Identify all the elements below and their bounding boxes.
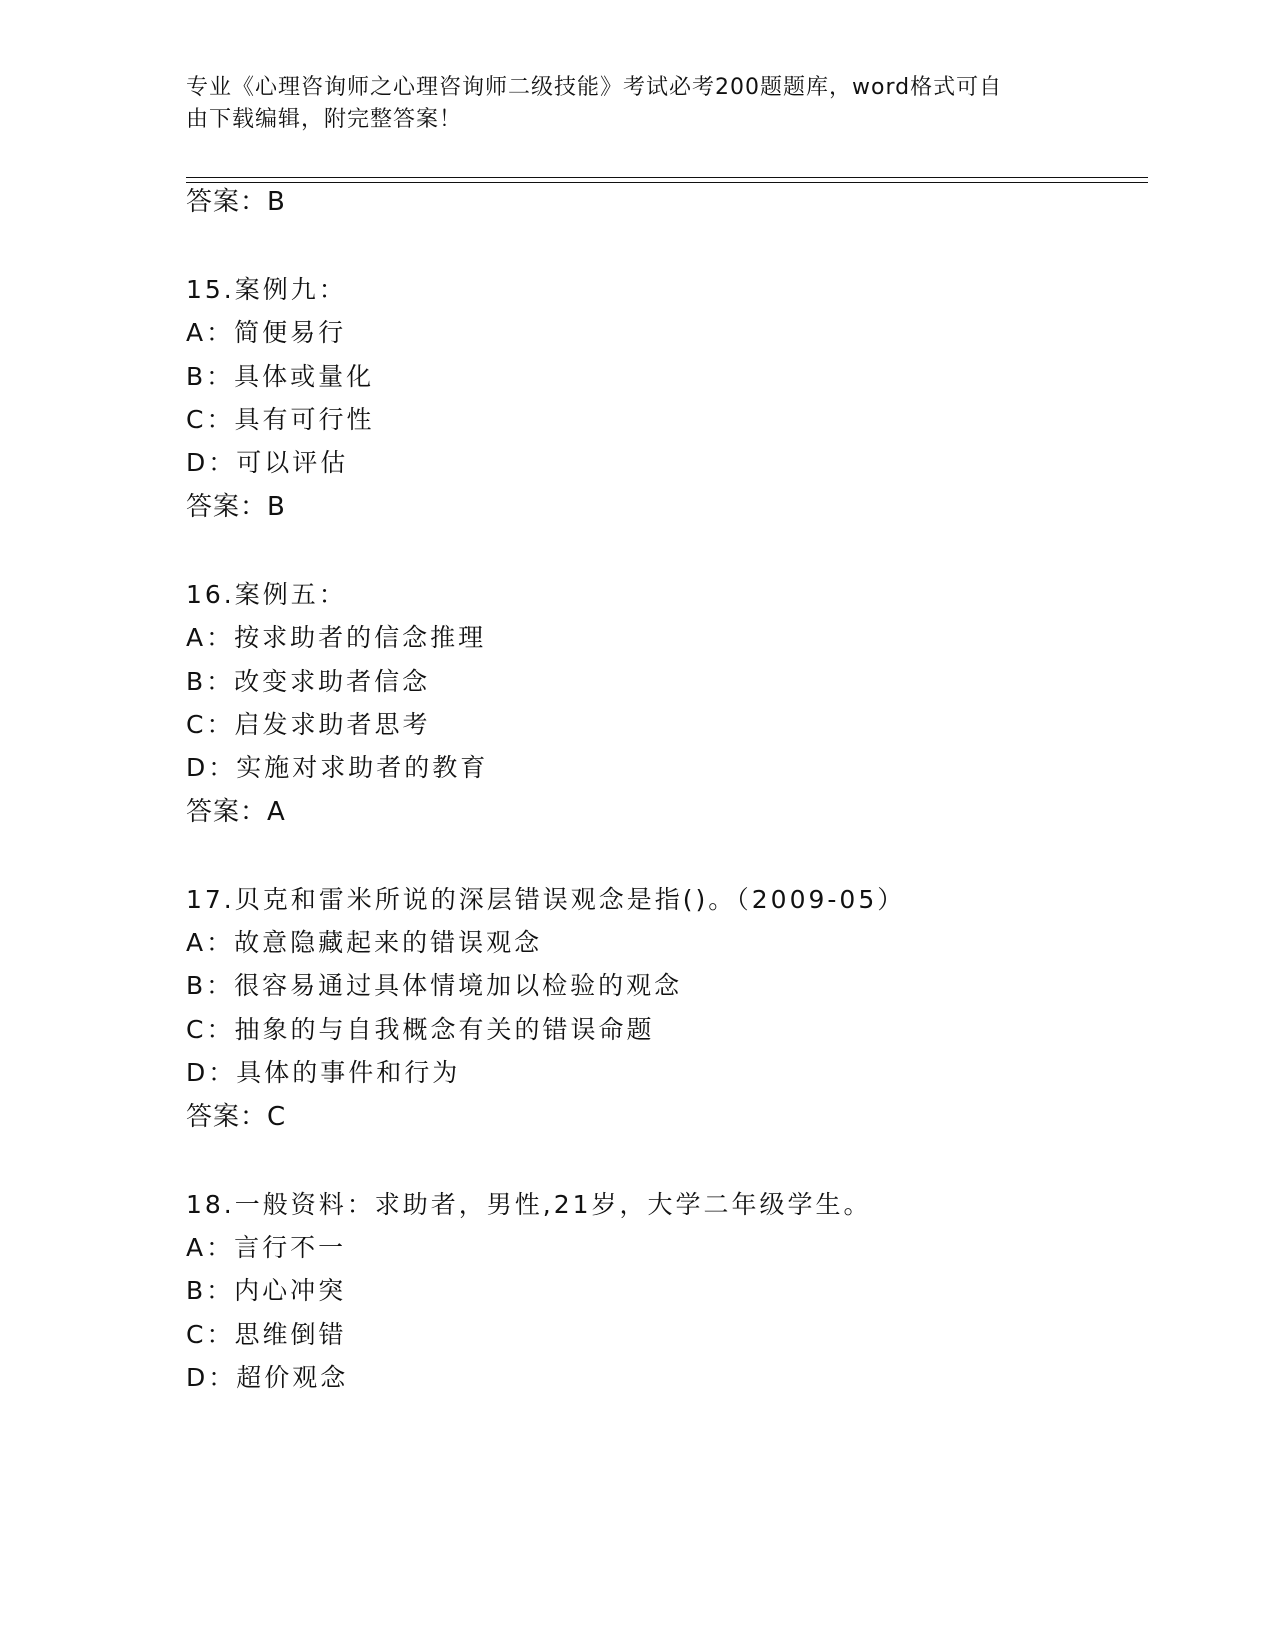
question-stem: 18.一般资料：求助者，男性,21岁，大学二年级学生。 [186,1190,872,1219]
header-divider-bottom [186,182,1148,183]
header-line-1: 专业《心理咨询师之心理咨询师二级技能》考试必考200题题库，word格式可自 [186,75,1003,100]
option-b: B：很容易通过具体情境加以检验的观念 [186,971,683,1000]
answer-line: 答案：B [186,492,286,522]
option-c: C：思维倒错 [186,1320,347,1349]
question-stem: 17.贝克和雷米所说的深层错误观念是指()。（2009-05） [186,885,906,914]
option-b: B：具体或量化 [186,362,375,391]
option-a: A：按求助者的信念推理 [186,623,487,652]
option-b: B：改变求助者信念 [186,667,431,696]
option-a: A：言行不一 [186,1233,347,1262]
document-header [186,72,1086,136]
option-c: C：启发求助者思考 [186,710,431,739]
option-c: C：抽象的与自我概念有关的错误命题 [186,1015,655,1044]
header-divider-top [186,177,1148,178]
option-d: D：超价观念 [186,1363,349,1392]
option-d: D：可以评估 [186,448,349,477]
answer-line: 答案：C [186,1102,287,1132]
question-stem: 16.案例五： [186,580,347,609]
option-d: D：具体的事件和行为 [186,1058,461,1087]
option-a: A：简便易行 [186,318,347,347]
question-stem: 15.案例九： [186,275,347,304]
option-b: B：内心冲突 [186,1276,347,1305]
answer-line: 答案：A [186,797,286,827]
option-c: C：具有可行性 [186,405,375,434]
option-a: A：故意隐藏起来的错误观念 [186,928,543,957]
header-line-2: 由下载编辑，附完整答案！ [186,107,463,132]
option-d: D：实施对求助者的教育 [186,753,489,782]
answer-line: 答案：B [186,187,286,217]
